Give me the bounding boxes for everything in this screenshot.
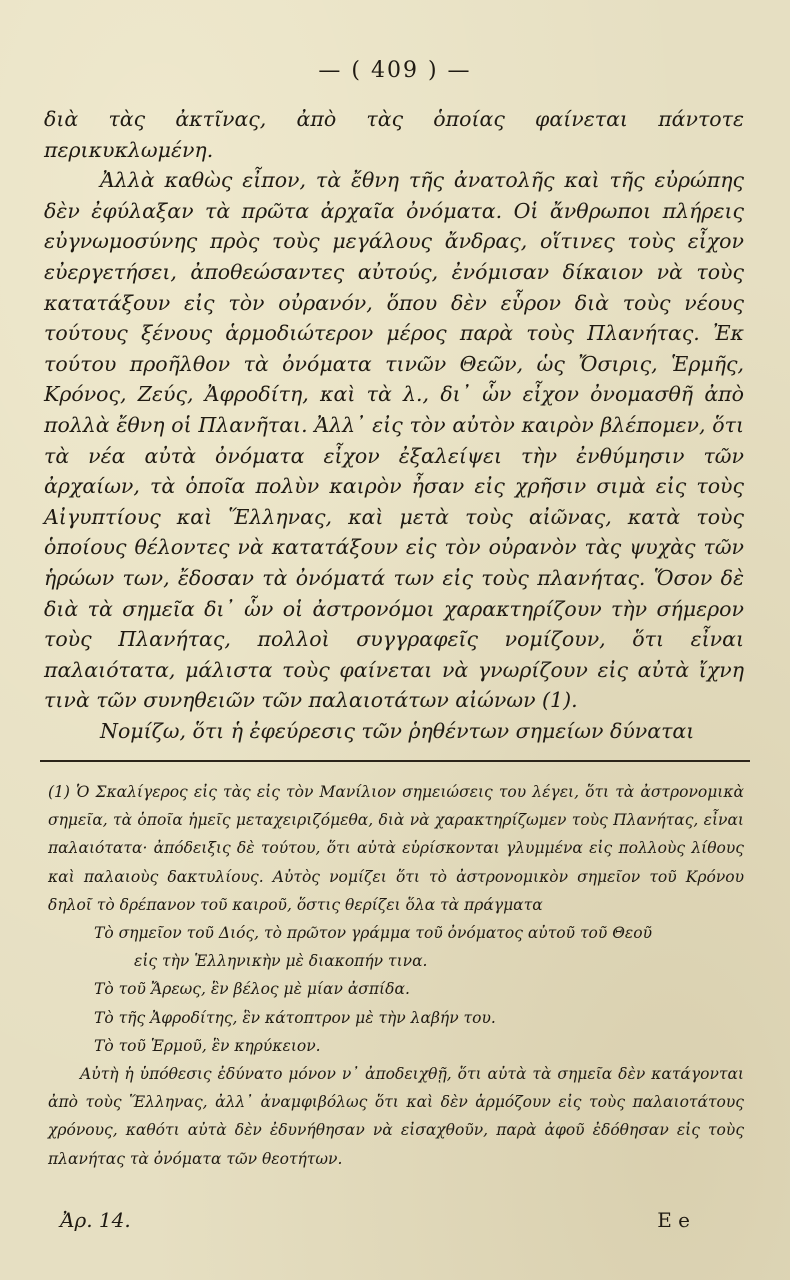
page-footer <box>60 1208 690 1232</box>
paragraph: Νομίζω, ὅτι ἡ ἐφεύρεσις τῶν ῥηθέντων σημείων δύναται <box>100 718 695 743</box>
signature-mark-right: Ε e <box>657 1208 690 1232</box>
page-number: — ( 409 ) — <box>318 58 472 83</box>
footnote-divider <box>40 760 750 762</box>
footnote-line: (1) Ὁ Σκαλίγερος εἰς τὰς εἰς τὸν Μανίλιον σημειώσεις του λέγει, ὅτι τὰ ἀστρονομικὰ σημεῖα, τὰ ὁποῖα ἡμεῖς μεταχειριζόμεθα, διὰ νὰ χαρακτηρίζωμεν τοὺς Πλανήτας, εἶναι παλαιότατα· ἀπόδειξις δὲ τούτου, ὅτι αὐτὰ εὑρίσκονται γλυμμένα εἰς πολλοὺς λίθους καὶ παλαιοὺς δακτυλίους. Αὐτὸς νομίζει ὅτι τὸ ἀστρονομικὸν σημεῖον τοῦ Κρόνου δηλοῖ τὸ δρέπανον τοῦ καιροῦ, ὅστις θερίζει ὅλα τὰ πράγματα <box>48 783 744 914</box>
signature-mark-left: Ἀρ. 14. <box>60 1208 131 1232</box>
footnote-line: εἰς τὴν Ἑλληνικὴν μὲ διακοπήν τινα. <box>134 952 428 971</box>
main-text <box>44 104 744 746</box>
footnote-line: Τὸ τῆς Ἀφροδίτης, ἓν κάτοπτρον μὲ τὴν λαβήν του. <box>94 1008 496 1027</box>
paragraph-continuation: διὰ τὰς ἀκτῖνας, ἀπὸ τὰς ὁποίας φαίνεται πάντοτε περικυκλωμένη. <box>44 107 744 162</box>
footnote-line: Τὸ σημεῖον τοῦ Διός, τὸ πρῶτον γράμμα τοῦ ὀνόματος αὐτοῦ τοῦ Θεοῦ <box>94 924 652 943</box>
paragraph: Ἀλλὰ καθὼς εἶπον, τὰ ἔθνη τῆς ἀνατολῆς καὶ τῆς εὐρώπης δὲν ἐφύλαξαν τὰ πρῶτα ἀρχαῖα ὀνόματα. Οἱ ἄνθρωποι πλήρεις εὐγνωμοσύνης πρὸς τοὺς μεγάλους ἄνδρας, οἵτινες τοὺς εἶχον εὐεργετήσει, ἀποθεώσαντες αὐτούς, ἐνόμισαν δίκαιον νὰ τοὺς κατατάξουν εἰς τὸν οὐρανόν, ὅπου δὲν εὗρον διὰ τοὺς νέους τούτους ξένους ἁρμοδιώτερον μέρος παρὰ τοὺς Πλανήτας. Ἐκ τούτου προῆλθον τὰ ὀνόματα τινῶν Θεῶν, ὡς Ὄσιρις, Ἑρμῆς, Κρόνος, Ζεύς, Ἀφροδίτη, καὶ τὰ λ., δι᾽ ὧν εἶχον ὀνομασθῆ ἀπὸ πολλὰ ἔθνη οἱ Πλανῆται. Ἀλλ᾽ εἰς τὸν αὐτὸν καιρὸν βλέπομεν, ὅτι τὰ νέα αὐτὰ ὀνόματα εἶχον ἐξαλείψει τὴν ἐνθύμησιν τῶν ἀρχαίων, τὰ ὁποῖα πολὺν καιρὸν ἦσαν εἰς χρῆσιν σιμὰ εἰς τοὺς Αἰγυπτίους καὶ Ἕλληνας, καὶ μετὰ τοὺς αἰῶνας, κατὰ τοὺς ὁποίους θέλοντες νὰ κατατάξουν εἰς τὸν οὐρανὸν τὰς ψυχὰς τῶν ἡρώων των, ἔδοσαν τὰ ὀνόματά των εἰς τοὺς πλανήτας. Ὅσον δὲ διὰ τὰ σημεῖα δι᾽ ὧν οἱ ἀστρονόμοι χαρακτηρίζουν τὴν σήμερον τοὺς Πλανήτας, πολλοὶ συγγραφεῖς νομίζουν, ὅτι εἶναι παλαιότατα, μάλιστα τοὺς φαίνεται νὰ γνωρίζουν εἰς αὐτὰ ἴχνη τινὰ τῶν συνηθειῶν τῶν παλαιοτάτων αἰώνων (1). <box>44 168 744 713</box>
footnote-line: Τὸ τοῦ Ἑρμοῦ, ἓν κηρύκειον. <box>94 1036 321 1055</box>
footnote-line: Αὐτὴ ἡ ὑπόθεσις ἐδύνατο μόνον ν᾽ ἀποδειχθῇ, ὅτι αὐτὰ τὰ σημεῖα δὲν κατάγονται ἀπὸ τοὺς Ἕλληνας, ἀλλ᾽ ἀναμφιβόλως ὅτι καὶ δὲν ἁρμόζουν εἰς τοὺς παλαιοτάτους χρόνους, καθότι αὐτὰ δὲν ἐδυνήθησαν νὰ εἰσαχθοῦν, παρὰ ἀφοῦ ἐδόθησαν εἰς τοὺς πλανήτας τὰ ὀνόματα τῶν θεοτήτων. <box>48 1065 744 1168</box>
footnote <box>48 778 744 1173</box>
footnote-line: Τὸ τοῦ Ἄρεως, ἓν βέλος μὲ μίαν ἀσπίδα. <box>94 980 410 999</box>
